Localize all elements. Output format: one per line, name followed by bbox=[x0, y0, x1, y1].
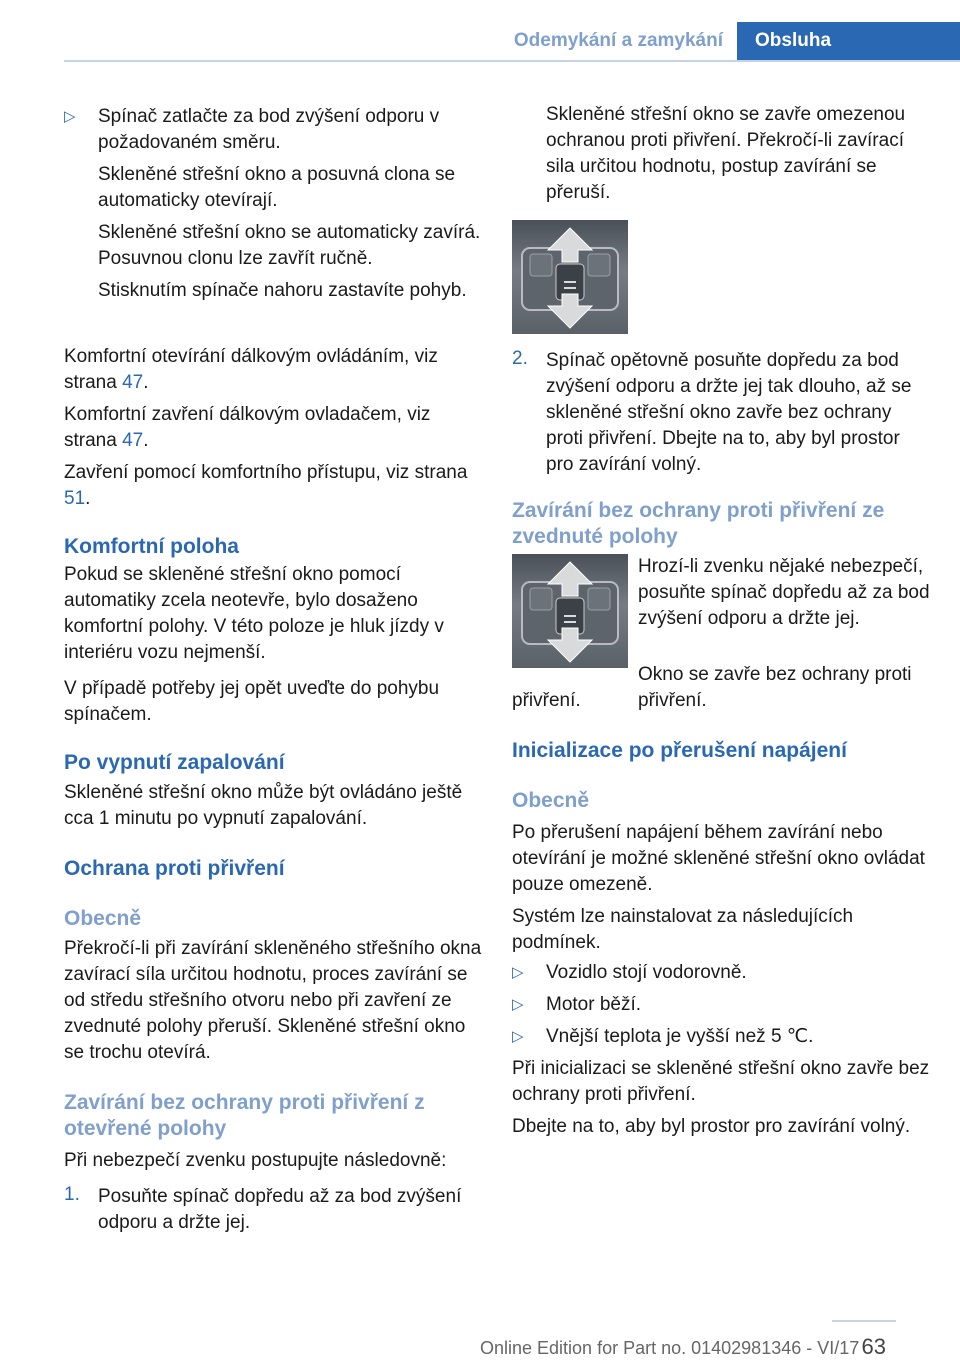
page-link[interactable]: 51 bbox=[64, 488, 86, 509]
step-text: Posuňte spínač dopředu až za bod zvýšení odporu a držte jej. bbox=[98, 1186, 462, 1233]
paragraph: Systém lze nainstalovat za následujících podmínek. bbox=[512, 906, 854, 953]
page-footer bbox=[0, 1320, 960, 1362]
reference-access-close: Zavření pomocí komfortního přístupu, viz strana 51. bbox=[64, 462, 468, 509]
reference-remote-close: Komfortní zavření dálkovým ovladačem, viz strana 47. bbox=[64, 404, 431, 451]
paragraph: Okno se zavře bez ochrany proti přivření. bbox=[638, 664, 912, 711]
bullet-text: Skleněné střešní okno a posuvná clona se automaticky otevírají. bbox=[98, 164, 456, 211]
bullet-item bbox=[64, 104, 484, 304]
paragraph: Při nebezpečí zvenku postupujte následovně: bbox=[64, 1150, 447, 1171]
reference-remote-open: Komfortní otevírání dálkovým ovládáním, viz strana 47. bbox=[64, 346, 438, 393]
heading-after-ignition: Po vypnutí zapalování bbox=[64, 751, 285, 774]
bullet-triangle-icon: ▷ bbox=[512, 964, 524, 981]
switch-arrows-icon bbox=[512, 220, 628, 334]
paragraph: Pokud se skleněné střešní okno pomocí automatiky zcela neotevře, bylo dosaženo komfortní polohy. V této poloze je hluk jízdy v interiéru vozu nejmenší. bbox=[64, 564, 444, 663]
bullet-triangle-icon: ▷ bbox=[64, 108, 76, 125]
step-text: Spínač opětovně posuňte dopředu za bod zvýšení odporu a držte jej tak dlouho, až se skleněné střešní okno zavře bez ochrany proti přivření. Dbejte na to, aby byl prostor pro zavírání volný. bbox=[546, 350, 912, 475]
reference-text: Komfortní otevírání dálkovým ovládáním, viz strana bbox=[64, 346, 438, 393]
paragraph: Skleněné střešní okno může být ovládáno ještě cca 1 minutu po vypnutí zapalování. bbox=[64, 782, 463, 829]
bullet-triangle-icon: ▷ bbox=[512, 996, 524, 1013]
heading-general: Obecně bbox=[512, 789, 590, 812]
reference-text: Komfortní zavření dálkovým ovladačem, viz strana bbox=[64, 404, 431, 451]
bullet-text: Stisknutím spínače nahoru zastavíte pohyb. bbox=[98, 280, 467, 301]
heading-close-from-open: Zavírání bez ochrany proti přivření z otevřené polohy bbox=[64, 1091, 425, 1140]
paragraph: Dbejte na to, aby byl prostor pro zavírání volný. bbox=[512, 1116, 911, 1137]
switch-arrows-icon bbox=[512, 554, 628, 668]
heading-initialization: Inicializace po přerušení napájení bbox=[512, 739, 847, 762]
bullet-item bbox=[512, 992, 932, 1018]
numbered-step bbox=[64, 1184, 484, 1236]
page-header bbox=[0, 0, 960, 62]
heading-close-from-raised: Zavírání bez ochrany proti přivření ze zvednuté polohy bbox=[512, 499, 885, 548]
heading-pinch-protection: Ochrana proti přivření bbox=[64, 857, 285, 880]
page-number: 63 bbox=[861, 1334, 886, 1359]
paragraph: Po přerušení napájení během zavírání nebo otevírání je možné skleněné střešní okno ovládat pouze omezeně. bbox=[512, 822, 925, 895]
page-link[interactable]: 47 bbox=[122, 430, 144, 451]
page-link[interactable]: 47 bbox=[122, 372, 144, 393]
bullet-item bbox=[512, 1024, 932, 1050]
bullet-text: Motor běží. bbox=[546, 994, 642, 1015]
bullet-text: Vnější teplota je vyšší než 5 ℃. bbox=[546, 1026, 814, 1047]
paragraph: Překročí-li při zavírání skleněného střešního okna zavírací síla určitou hodnotu, proces zavírání se od středu střešního otvoru nebo při zavření ze zvednuté polohy přeruší. Skleněné střešní okno se trochu otevírá. bbox=[64, 938, 482, 1063]
paragraph: Při inicializaci se skleněné střešní okno zavře bez ochrany proti přivření. bbox=[512, 1058, 930, 1105]
bullet-text: Vozidlo stojí vodorovně. bbox=[546, 962, 747, 983]
roof-switch-image bbox=[512, 220, 628, 334]
header-section-title: Odemykání a zamykání bbox=[513, 30, 723, 51]
paragraph: Hrozí-li zvenku nějaké nebezpečí, posuňte spínač dopředu až za bod zvýšení odporu a držte jej. bbox=[638, 556, 930, 629]
paragraph: Skleněné střešní okno se zavře omezenou ochranou proti přivření. Překročí-li zavírací sila určitou hodnotu, postup zavírání se přeruší. bbox=[546, 104, 906, 203]
paragraph-continuation: přivření. bbox=[512, 690, 581, 711]
heading-comfort-position: Komfortní poloha bbox=[64, 535, 239, 558]
bullet-triangle-icon: ▷ bbox=[512, 1028, 524, 1045]
bullet-text: Skleněné střešní okno se automaticky zavírá. Posuvnou clonu lze zavřít ručně. bbox=[98, 222, 481, 269]
header-divider bbox=[64, 60, 960, 62]
numbered-step bbox=[512, 348, 932, 478]
bullet-text: Spínač zatlačte za bod zvýšení odporu v požadovaném směru. bbox=[98, 106, 440, 153]
heading-general: Obecně bbox=[64, 907, 142, 930]
bullet-item bbox=[512, 960, 932, 986]
header-chapter-tab: Obsluha bbox=[737, 22, 960, 62]
reference-text: Zavření pomocí komfortního přístupu, viz strana bbox=[64, 462, 468, 483]
roof-switch-image bbox=[512, 554, 628, 668]
footer-divider bbox=[832, 1320, 896, 1322]
edition-watermark: Online Edition for Part no. 01402981346 - VI/17 bbox=[480, 1338, 860, 1358]
step-number: 2. bbox=[512, 348, 528, 369]
paragraph: V případě potřeby jej opět uveďte do pohybu spínačem. bbox=[64, 678, 440, 725]
step-number: 1. bbox=[64, 1184, 80, 1205]
